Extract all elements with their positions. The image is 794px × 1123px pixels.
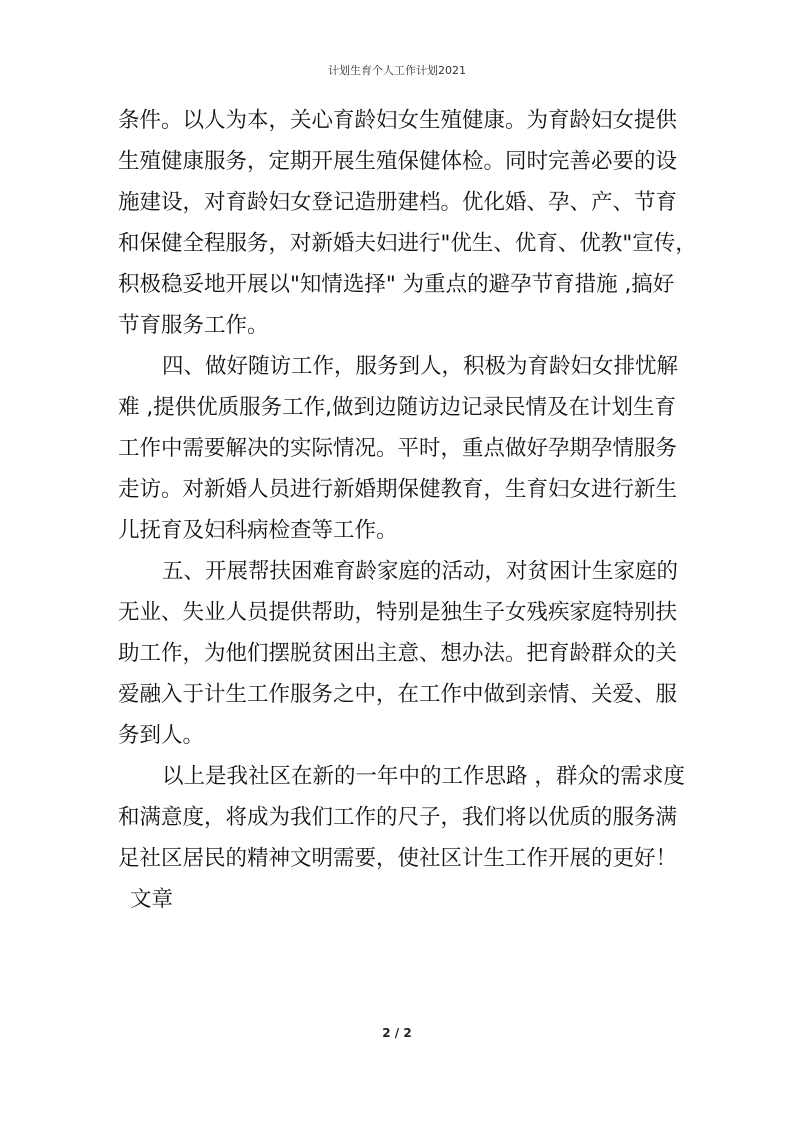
text-line: 无业、失业人员提供帮助，特别是独生子女残疾家庭特别扶 xyxy=(118,600,678,625)
text-line: 难 ,提供优质服务工作,做到边随访边记录民情及在计划生育 xyxy=(118,395,677,420)
text-line: 助工作，为他们摆脱贫困出主意、想办法。把育龄群众的关 xyxy=(118,641,678,666)
text-line: 节育服务工作。 xyxy=(118,313,269,338)
text-line: 施建设，对育龄妇女登记造册建档。优化婚、孕、产、节育 xyxy=(118,190,678,215)
text-line: 文章 xyxy=(130,887,174,912)
text-line: 工作中需要解决的实际情况。平时，重点做好孕期孕情服务 xyxy=(118,436,678,461)
text-line: 和保健全程服务，对新婚夫妇进行"优生、优育、优教"宣传， xyxy=(118,231,697,256)
text-line: 足社区居民的精神文明需要，使社区计生工作开展的更好！ xyxy=(118,846,678,871)
text-line: 务到人。 xyxy=(118,723,205,748)
text-line: 条件。以人为本，关心育龄妇女生殖健康。为育龄妇女提供 xyxy=(118,108,678,133)
page-header: 计划生育个人工作计划2021 xyxy=(328,64,466,77)
text-line: 儿抚育及妇科病检查等工作。 xyxy=(118,518,398,543)
text-line: 积极稳妥地开展以"知情选择" 为重点的避孕节育措施 ,搞好 xyxy=(118,272,675,297)
text-line: 生殖健康服务，定期开展生殖保健体检。同时完善必要的设 xyxy=(118,149,678,174)
text-line: 走访。对新婚人员进行新婚期保健教育，生育妇女进行新生 xyxy=(118,477,678,502)
document-body xyxy=(118,100,697,920)
page-number: 2 / 2 xyxy=(382,1026,412,1040)
paragraph-start: 四、做好随访工作，服务到人，积极为育龄妇女排忧解 xyxy=(162,354,679,379)
text-line: 爱融入于计生工作服务之中，在工作中做到亲情、关爱、服 xyxy=(118,682,678,707)
text-line: 和满意度，将成为我们工作的尺子，我们将以优质的服务满 xyxy=(118,805,678,830)
paragraph-start: 以上是我社区在新的一年中的工作思路 ，群众的需求度 xyxy=(162,764,685,789)
paragraph-start: 五、开展帮扶困难育龄家庭的活动，对贫困计生家庭的 xyxy=(162,559,679,584)
